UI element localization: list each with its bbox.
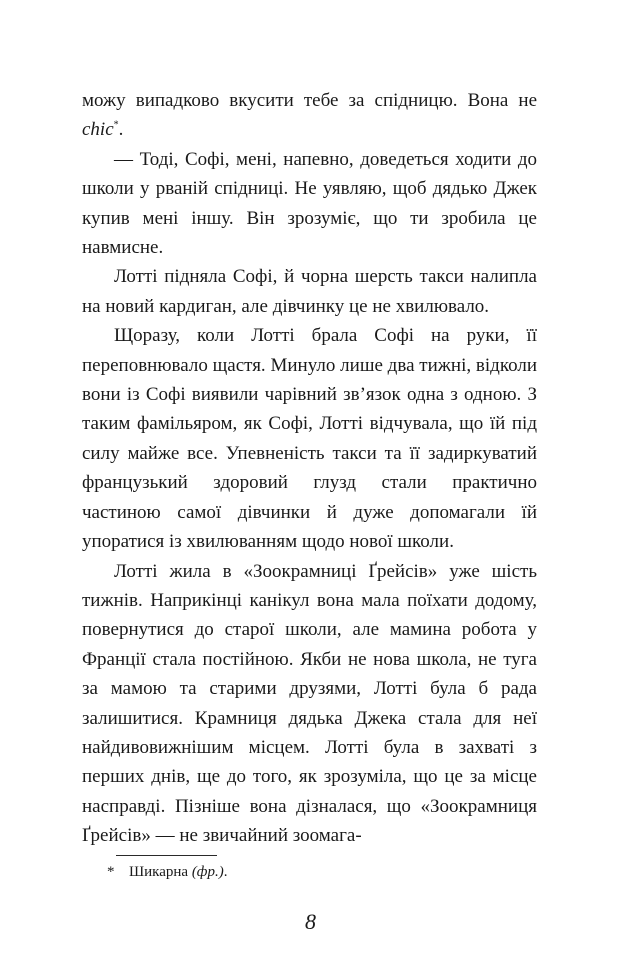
- paragraph: Лотті жила в «Зоокрамниці Ґрейсів» уже шість тижнів. Наприкінці канікул вона мала поїхати додому, повернутися до старої школи, але мамина робота у Франції стала постійною. Якби не нова школа, не туга за мамою та старими друзями, Лотті була б рада залишитися. Крамниця дядька Джека стала для неї найдивовижнішим місцем. Лотті була в захваті з перших днів, ще до того, як зрозуміла, що це за місце насправді. Пізніше вона дізналася, що «Зоокрамниця Ґрейсів» — не звичайний зоомага-: [82, 560, 537, 847]
- italic-word: chic: [82, 119, 114, 141]
- paragraph: Щоразу, коли Лотті брала Софі на руки, її переповнювало щастя. Минуло лише два тижні, відколи вони із Софі виявили чарівний зв’язок одна з одною. З таким фамільяром, як Софі, Лотті відчувала, що їй під силу майже все. Упевненість такси та її задиркуватий французький здоровий глузд стали практично частиною самої дівчинки й дуже допомагали їй упоратися із хвилюванням щодо нової школи.: [82, 325, 537, 553]
- footnote-marker: *: [107, 864, 115, 880]
- footnote-source: (фр.): [191, 864, 224, 880]
- paragraph-end: .: [118, 119, 124, 141]
- footnote: [107, 862, 227, 882]
- footnote-text: Шикарна: [129, 864, 192, 880]
- page-number: 8: [305, 909, 316, 934]
- footnote-divider: [116, 855, 217, 856]
- paragraph: Лотті підняла Софі, й чорна шерсть такси налипла на новий кардиган, але дівчинку це не хвилювало.: [82, 266, 537, 317]
- footnote-reference[interactable]: *: [113, 120, 119, 132]
- page-body: [82, 86, 537, 851]
- paragraph-text: можу випадково вкусити тебе за спідницю. Вона не: [82, 90, 537, 111]
- footnote-end: .: [223, 864, 228, 880]
- paragraph: — Тоді, Софі, мені, напевно, доведеться ходити до школи у рваній спідниці. Не уявляю, щоб дядько Джек купив мені іншу. Він зрозуміє, що ти зробила це навмисне.: [82, 148, 537, 259]
- paragraph-continuation: [82, 86, 537, 145]
